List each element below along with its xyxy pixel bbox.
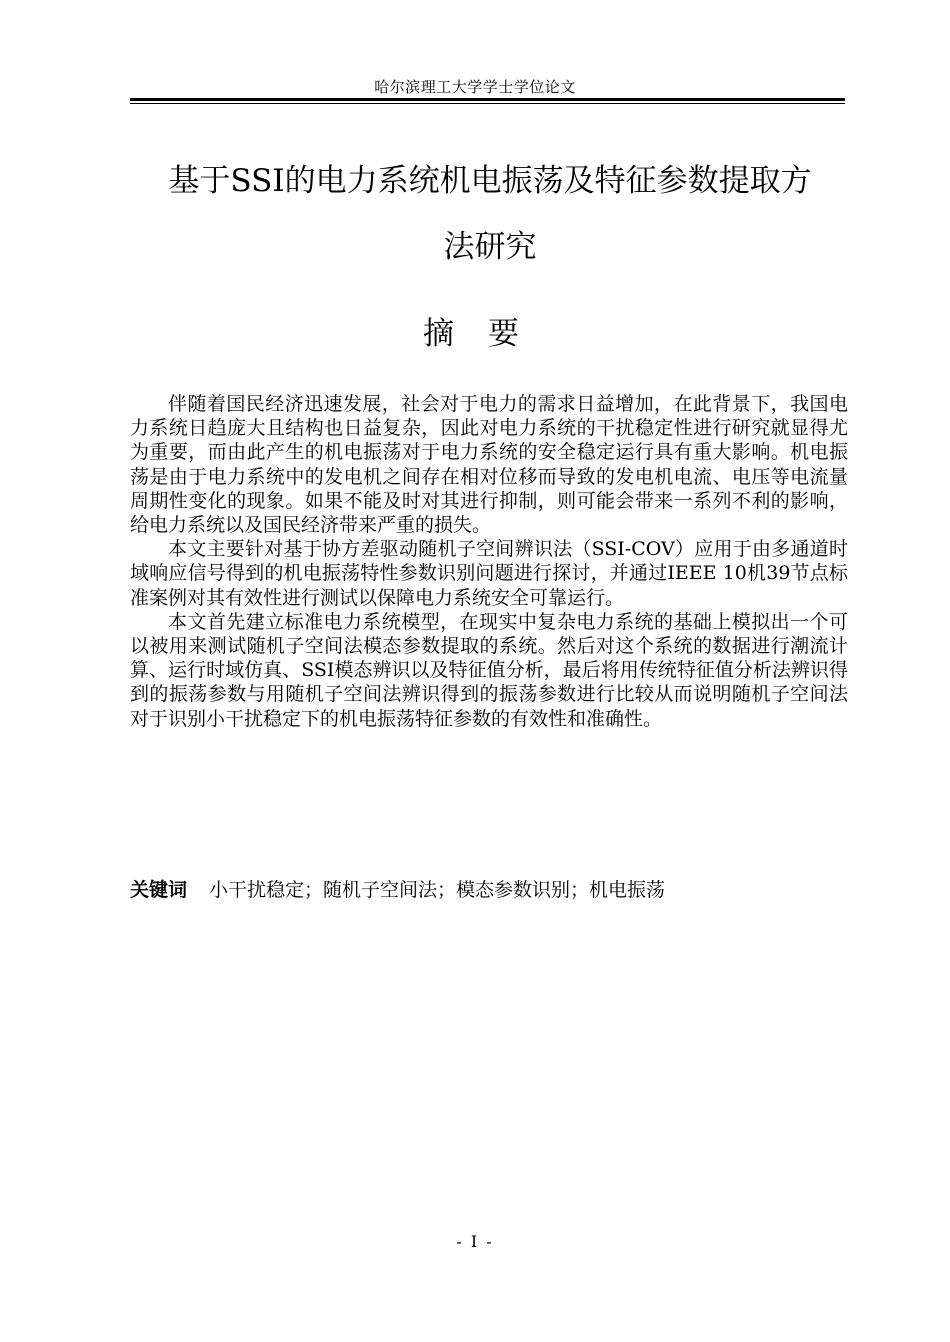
abstract-paragraph: 本文主要针对基于协方差驱动随机子空间辨识法（SSI-COV）应用于由多通道时域响应信号得到的机电振荡特性参数识别问题进行探讨，并通过IEEE 10机39节点标准案例对其有效性进行测试以保障电力系统安全可靠运行。 [130,538,848,609]
abstract-body [130,392,848,731]
abstract-heading: 摘要 [423,316,553,352]
abstract-paragraph: 本文首先建立标准电力系统模型，在现实中复杂电力系统的基础上模拟出一个可以被用来测试随机子空间法模态参数提取的系统。然后对这个系统的数据进行潮流计算、运行时域仿真、SSI模态辨识以及特征值分析，最后将用传统特征值分析法辨识得到的振荡参数与用随机子空间法辨识得到的振荡参数进行比较从而说明随机子空间法对于识别小干扰稳定下的机电振荡特征参数的有效性和准确性。 [130,610,848,730]
running-header: 哈尔滨理工大学学士学位论文 [374,78,576,96]
header-rule-thick [130,98,845,101]
thesis-title-line-1: 基于SSI的电力系统机电振荡及特征参数提取方 [168,163,812,199]
keywords-text: 小干扰稳定；随机子空间法；模态参数识别；机电振荡 [209,879,666,901]
keywords-label: 关键词 [130,879,188,901]
thesis-title-line-2: 法研究 [443,229,537,265]
keywords-line [130,877,848,903]
header-rule-thin [130,103,845,104]
abstract-paragraph: 伴随着国民经济迅速发展，社会对于电力的需求日益增加，在此背景下，我国电力系统日趋庞大且结构也日益复杂，因此对电力系统的干扰稳定性进行研究就显得尤为重要，而由此产生的机电振荡对于电力系统的安全稳定运行具有重大影响。机电振荡是由于电力系统中的发电机之间存在相对位移而导致的发电机电流、电压等电流量周期性变化的现象。如果不能及时对其进行抑制，则可能会带来一系列不利的影响，给电力系统以及国民经济带来严重的损失。 [130,393,848,537]
thesis-title [110,148,870,280]
page-number: - I - [456,1232,494,1251]
